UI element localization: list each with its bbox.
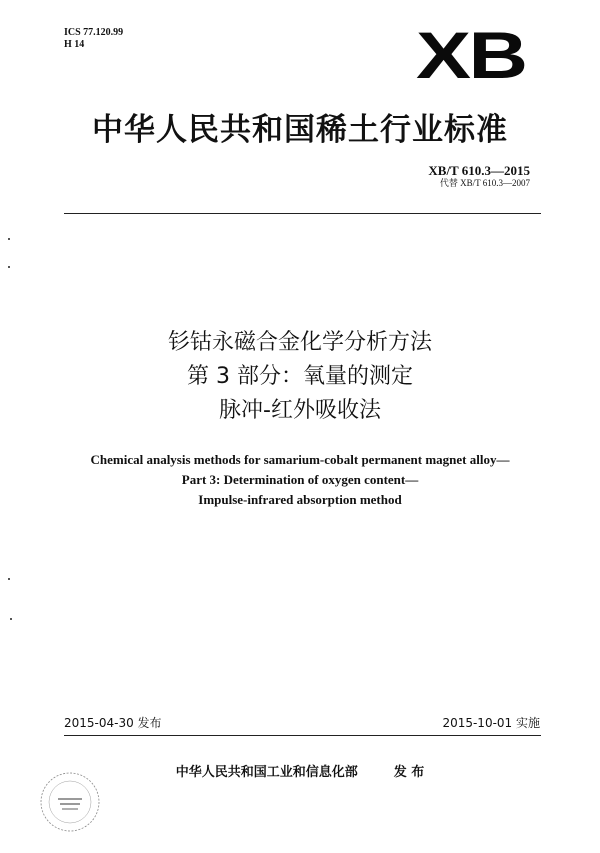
xb-logo: XB bbox=[416, 18, 526, 92]
scan-artifact bbox=[8, 266, 10, 268]
english-title bbox=[0, 450, 600, 510]
english-title-line1: Chemical analysis methods for samarium-cobalt permanent magnet alloy— bbox=[90, 452, 510, 467]
classification-block bbox=[64, 27, 123, 51]
implementation-date: 2015-10-01 实施 bbox=[442, 716, 540, 730]
scan-artifact bbox=[10, 618, 12, 620]
standard-code: XB/T 610.3—2015 bbox=[428, 163, 530, 178]
standard-code-block bbox=[428, 163, 530, 189]
chinese-title-line1: 钐钴永磁合金化学分析方法 bbox=[167, 330, 432, 355]
english-title-line3: Impulse-infrared absorption method bbox=[198, 492, 402, 507]
chinese-title bbox=[0, 326, 600, 428]
standard-title: 中华人民共和国稀土行业标准 bbox=[92, 112, 508, 148]
english-title-line2: Part 3: Determination of oxygen content— bbox=[181, 472, 419, 487]
issuer-name: 中华人民共和国工业和信息化部 bbox=[175, 765, 358, 780]
top-divider bbox=[64, 213, 541, 214]
category-code: H 14 bbox=[64, 39, 85, 50]
issue-date: 2015-04-30 发布 bbox=[64, 716, 162, 730]
bottom-divider bbox=[64, 735, 541, 736]
scan-artifact bbox=[8, 238, 10, 240]
replaces-code: 代替 XB/T 610.3—2007 bbox=[439, 178, 530, 188]
chinese-title-line3: 脉冲-红外吸收法 bbox=[219, 398, 381, 423]
scan-artifact bbox=[8, 578, 10, 580]
watermark-stamp-icon bbox=[38, 770, 102, 834]
chinese-title-line2: 第 3 部分：氧量的测定 bbox=[187, 364, 413, 389]
ics-code: ICS 77.120.99 bbox=[64, 27, 124, 38]
issuer-action: 发 布 bbox=[393, 765, 425, 780]
